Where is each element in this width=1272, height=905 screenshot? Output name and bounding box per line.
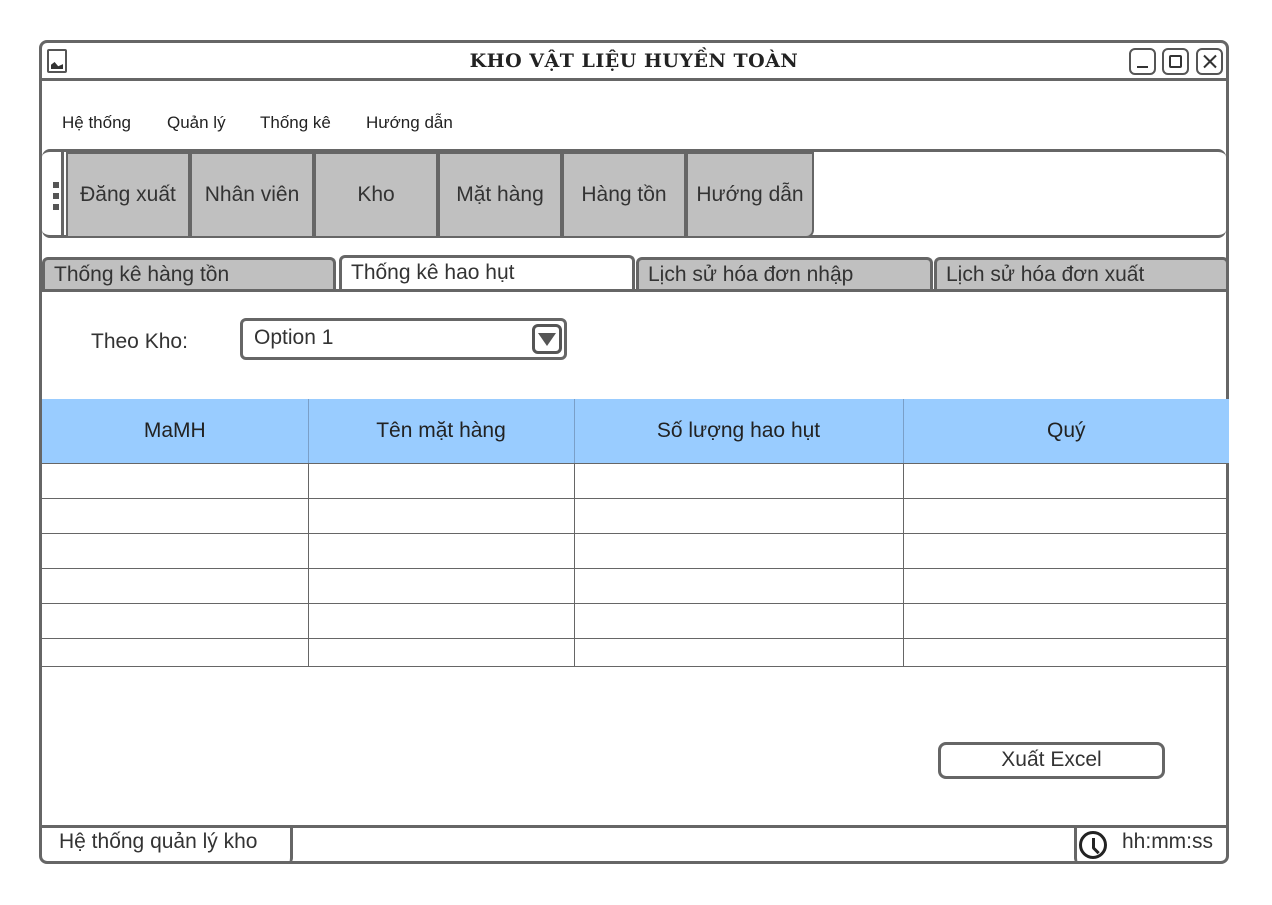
minimize-icon[interactable] [1129,48,1156,75]
menu-quan-ly[interactable]: Quản lý [167,113,226,132]
tab-panel-border [42,289,1226,292]
close-icon[interactable] [1196,48,1223,75]
status-time: hh:mm:ss [1122,830,1214,853]
menu-he-thong[interactable]: Hệ thống [62,113,131,132]
col-header-quy[interactable]: Quý [903,399,1229,464]
dropdown-arrow-icon[interactable] [532,324,562,354]
status-bar [42,825,1226,864]
menu-huong-dan[interactable]: Hướng dẫn [366,113,453,132]
warehouse-button[interactable]: Kho [314,152,438,238]
status-app-name: Hệ thống quản lý kho [42,828,293,864]
tab-lich-su-hoa-don-nhap[interactable]: Lịch sử hóa đơn nhập [636,257,933,290]
shrinkage-table [42,399,1229,667]
toolbar [42,149,1226,238]
export-excel-button[interactable]: Xuất Excel [938,742,1165,779]
logout-button[interactable]: Đăng xuất [66,152,190,238]
menu-thong-ke[interactable]: Thống kê [260,113,331,132]
col-header-so-luong-hao-hut[interactable]: Số lượng hao hụt [574,399,903,464]
tab-thong-ke-hao-hut[interactable]: Thống kê hao hụt [339,255,635,291]
toolbar-grip[interactable] [45,152,64,235]
col-header-ten-mat-hang[interactable]: Tên mặt hàng [308,399,574,464]
tab-lich-su-hoa-don-xuat[interactable]: Lịch sử hóa đơn xuất [934,257,1229,290]
warehouse-select[interactable] [240,318,567,360]
app-window [39,40,1229,864]
tab-thong-ke-hang-ton[interactable]: Thống kê hàng tồn [42,257,336,290]
product-button[interactable]: Mặt hàng [438,152,562,238]
warehouse-filter-label: Theo Kho: [91,330,188,353]
table-row[interactable] [42,534,1229,569]
table-row[interactable] [42,569,1229,604]
inventory-button[interactable]: Hàng tồn [562,152,686,238]
table-row[interactable] [42,604,1229,639]
table-row[interactable] [42,639,1229,667]
employee-button[interactable]: Nhân viên [190,152,314,238]
clock-icon [1079,831,1107,859]
title-bar [42,43,1226,81]
col-header-mamh[interactable]: MaMH [42,399,308,464]
table-header-row [42,399,1229,464]
warehouse-select-value: Option 1 [254,326,334,349]
guide-button[interactable]: Hướng dẫn [686,152,814,238]
status-clock [1074,828,1226,864]
table-row[interactable] [42,499,1229,534]
window-title: KHO VẬT LIỆU HUYỀN TOÀN [469,50,799,72]
table-row[interactable] [42,464,1229,499]
maximize-icon[interactable] [1162,48,1189,75]
